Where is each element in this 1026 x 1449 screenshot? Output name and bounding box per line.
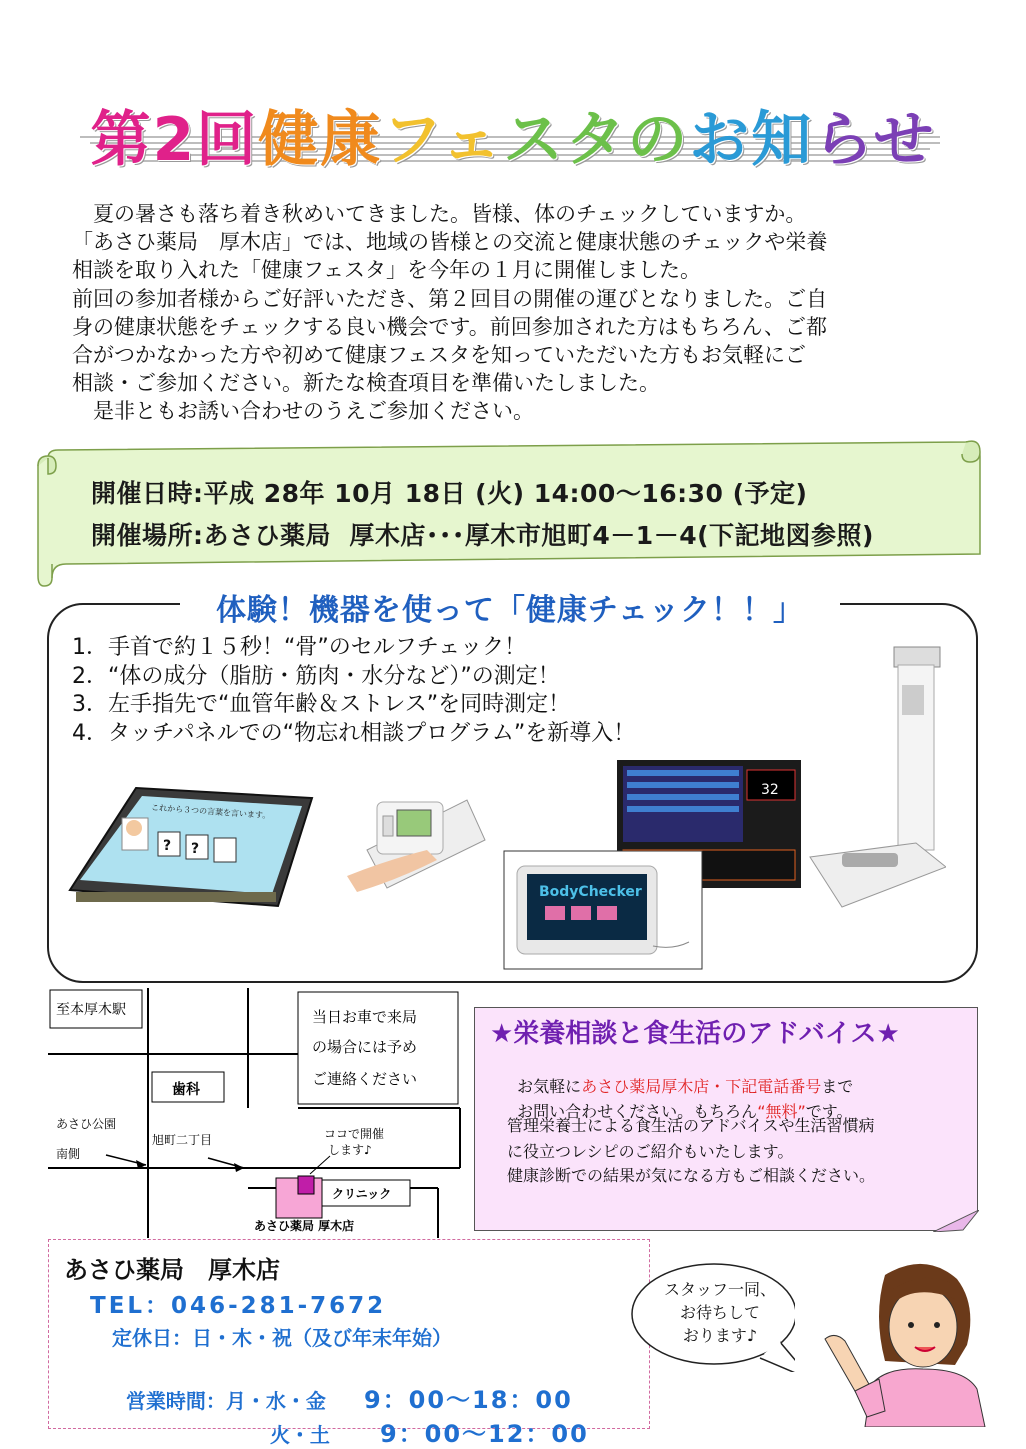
title-char: の [627,105,690,175]
advice-line-3: 管理栄養士による食生活のアドバイスや生活習慣病 [507,1116,875,1135]
map-note-1: 当日お車で来局 [312,1008,418,1026]
title-char: 康 [320,105,383,175]
advice-text: まで [821,1077,854,1096]
intro-line: 相談を取り入れた「健康フェスタ」を今年の１月に開催しました。 [72,258,701,283]
advice-line-5: 健康診断での結果が気になる方もご相談ください。 [507,1166,876,1185]
map-note-2: の場合には予め [312,1038,418,1056]
title-char: せ [873,105,936,175]
map-station: 至本厚木駅 [56,1002,126,1018]
title-char: ス [503,105,566,175]
bubble-line: お待ちして [679,1303,760,1322]
bubble-line: スタッフ一同、 [663,1280,776,1299]
page-title [0,95,1026,185]
title-char: 2 [152,105,197,175]
advice-text: お問い合わせください。もちろん [517,1102,758,1121]
event-info-scroll [36,436,986,588]
title-char: お [689,105,752,175]
store-tel: TEL：046-281-7672 [90,1293,387,1319]
map-dental: 歯科 [172,1082,200,1098]
event-date: 開催日時:平成 28年 10月 18日 (火) 14:00～16:30 (予定) [91,479,808,508]
list-item: 4．タッチパネルでの“物忘れ相談プログラム”を新導入！ [72,720,636,746]
bubble-line: おります♪ [682,1326,758,1345]
body-checker-image [503,850,703,970]
title-char: 健 [258,105,321,175]
hours-value: 9：00～18：00 [363,1386,573,1414]
map-here-1: ココで開催 [324,1127,385,1141]
event-place: 開催場所:あさひ薬局 厚木店･･･厚木市旭町4－1－4(下記地図参照) [91,521,874,550]
experience-title: 体験！機器を使って「健康チェック！！」 [180,585,840,629]
title-char: 回 [196,105,259,175]
scroll-shape [36,436,986,588]
monitor-number: 32 [761,782,779,798]
map-park: あさひ公園 [56,1117,117,1131]
experience-list [72,634,635,748]
advice-text: お気軽に [517,1077,582,1096]
map-note-3: ご連絡ください [312,1070,418,1088]
body-checker-label: BodyChecker [539,884,642,900]
list-item: 1．手首で約１５秒！“骨”のセルフチェック！ [72,635,527,660]
svg-text:?: ? [191,841,200,857]
map-south: 南側 [56,1147,81,1161]
intro-line: 「あさひ薬局 厚木店」では、地域の皆様との交流と健康状態のチェックや栄養 [72,230,828,255]
bone-check-device-image [347,780,487,892]
advice-highlight: “無料” [757,1102,806,1121]
intro-paragraph [72,200,972,426]
intro-line: 夏の暑さも落ち着き秋めいてきました。皆様、体のチェックしていますか。 [72,202,807,226]
intro-line: 是非ともお誘い合わせのうえご参加ください。 [72,399,534,424]
map-clinic: クリニック [332,1187,392,1201]
title-char: フ [382,105,442,175]
hours-label: 営業時間：月・水・金 [125,1389,346,1413]
list-item: 3．左手指先で“血管年齢＆ストレス”を同時測定！ [72,692,571,717]
page-curl-corner [933,1210,979,1232]
page-title-area [0,95,1026,190]
advice-line-4: に役立つレシピのご紹介もいたします。 [507,1142,794,1161]
intro-line: 身の健康状態をチェックする良い機会です。前回参加された方はもちろん、ご都 [72,314,827,339]
title-char: ェ [441,105,504,175]
title-char: 第 [90,105,153,175]
title-char: ら [813,105,874,175]
title-char: 知 [751,105,814,175]
svg-text:?: ? [163,838,172,854]
body-composition-scale-image [806,645,946,920]
advice-title: ★栄養相談と食生活のアドバイス★ [490,1019,900,1049]
store-hours-sat [256,1390,589,1449]
map-store-label: あさひ薬局 厚木店 [254,1219,355,1233]
hours-days: 火・土 [269,1423,330,1447]
intro-line: 相談・ご参加ください。新たな検査項目を準備いたしました。 [72,371,660,396]
advice-highlight: あさひ薬局厚木店・下記電話番号 [581,1077,822,1096]
speech-bubble-text [650,1278,790,1347]
access-map [48,988,488,1238]
list-item: 2．“体の成分（脂肪・筋肉・水分など）”の測定！ [72,663,560,689]
advice-text: です。 [805,1102,853,1121]
store-name: あさひ薬局 厚木店 [64,1256,280,1284]
intro-line: 前回の参加者様からご好評いただき、第２回目の開催の運びとなりました。ご自 [72,286,828,311]
hours-value: 9：00～12：00 [379,1420,589,1448]
map-here-2: します♪ [328,1143,372,1157]
staff-illustration [815,1255,995,1427]
intro-line: 合がつかなかった方や初めて健康フェスタを知っていただいた方もお気軽にご [72,343,806,368]
tablet-screen-text: これから３つの言葉を言います。 [150,803,271,821]
title-char: タ [565,105,628,175]
map-street: 旭町二丁目 [152,1133,213,1147]
tablet-device-image [66,780,316,920]
store-closed-days: 定休日：日・木・祝（及び年末年始） [112,1326,452,1350]
